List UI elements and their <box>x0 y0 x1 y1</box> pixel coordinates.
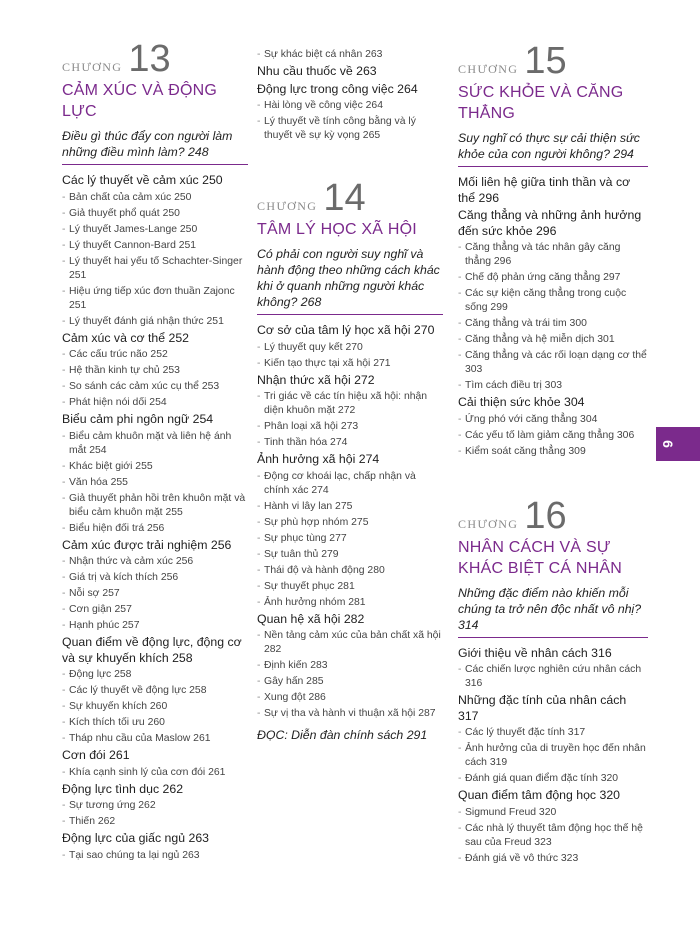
chapter-label: CHƯƠNG <box>458 62 519 76</box>
toc-subsection-entry: - Định kiến 283 <box>257 659 443 673</box>
chapter-label: CHƯƠNG <box>458 516 519 531</box>
toc-subsection-entry: - Động lực 258 <box>62 668 248 682</box>
toc-subsection-entry: - Các nhà lý thuyết tâm động học thế hệ sau của Freud 323 <box>458 822 648 850</box>
chapter-number: 16 <box>524 494 567 537</box>
toc-subsection-entry: - Sự phục tùng 277 <box>257 532 443 546</box>
chapter-16-entries <box>458 646 648 866</box>
toc-section-entry: Động lực trong công việc 264 <box>257 81 418 96</box>
toc-subsection-entry: - Hạnh phúc 257 <box>62 619 248 633</box>
toc-section-entry: Mối liên hệ giữa tinh thần và cơ thể 296 <box>458 175 631 205</box>
chapter-13-entries <box>62 173 248 863</box>
toc-subsection-entry: - Sự khuyến khích 260 <box>62 700 248 714</box>
toc-section-entry: Quan điểm tâm động học 320 <box>458 788 621 802</box>
toc-subsection-entry: - Lý thuyết James-Lange 250 <box>62 223 248 237</box>
toc-subsection-entry: - Kiểm soát căng thẳng 309 <box>458 445 648 459</box>
toc-subsection-entry: - Các lý thuyết đặc tính 317 <box>458 726 648 740</box>
toc-subsection-entry: - Tháp nhu cầu của Maslow 261 <box>62 732 248 746</box>
toc-subsection-entry: - Chế độ phản ứng căng thẳng 297 <box>458 271 648 285</box>
toc-subsection-entry: - Lý thuyết hai yếu tố Schachter-Singer 251 <box>62 255 248 283</box>
toc-section-entry: Động lực tình dục 262 <box>62 781 184 796</box>
toc-subsection-entry: - Hệ thần kinh tự chủ 253 <box>62 364 248 378</box>
toc-section-entry: Giới thiệu về nhân cách 316 <box>458 645 612 660</box>
toc-subsection-entry: - Kích thích tối ưu 260 <box>62 716 248 730</box>
toc-subsection-entry: - Đánh giá quan điểm đặc tính 320 <box>458 772 648 786</box>
toc-subsection-entry: - Lý thuyết đánh giá nhận thức 251 <box>62 315 248 329</box>
toc-subsection-entry: - Gây hấn 285 <box>257 675 443 689</box>
toc-subsection-entry: - Cơn giận 257 <box>62 603 248 617</box>
toc-subsection-entry: - Các sự kiện căng thẳng trong cuộc sống 299 <box>458 287 648 315</box>
toc-subsection-entry: - Căng thẳng và hệ miễn dịch 301 <box>458 333 648 347</box>
toc-subsection-entry: - Sự khác biệt cá nhân 263 <box>257 48 443 62</box>
chapter-16-title: NHÂN CÁCH VÀ SỰ KHÁC BIỆT CÁ NHÂN <box>458 538 623 577</box>
chapter-label: CHƯƠNG <box>257 199 318 213</box>
toc-subsection-entry: - Tại sao chúng ta lại ngủ 263 <box>62 849 248 863</box>
toc-subsection-entry: - Các chiến lược nghiên cứu nhân cách 316 <box>458 663 648 691</box>
toc-subsection-entry: - Thái độ và hành động 280 <box>257 564 443 578</box>
toc-section-entry: Động lực của giấc ngủ 263 <box>62 831 210 845</box>
toc-subsection-entry: - Giả thuyết phản hồi trên khuôn mặt và biểu cảm khuôn mặt 255 <box>62 492 248 520</box>
toc-subsection-entry: - Hài lòng về công việc 264 <box>257 99 443 113</box>
toc-subsection-entry: - Xung đột 286 <box>257 691 443 705</box>
chapter-number: 14 <box>323 177 366 219</box>
toc-subsection-entry: - Tinh thần hóa 274 <box>257 436 443 450</box>
toc-subsection-entry: - Ảnh hưởng của di truyền học đến nhân cách 319 <box>458 742 648 770</box>
column-right <box>458 40 648 868</box>
toc-subsection-entry: - Nhận thức và cảm xúc 256 <box>62 555 248 569</box>
toc-subsection-entry: - Tri giác về các tín hiệu xã hội: nhận diện khuôn mặt 272 <box>257 390 443 418</box>
toc-subsection-entry: - Phát hiện nói dối 254 <box>62 396 248 410</box>
toc-subsection-entry: - Sự vị tha và hành vi thuận xã hội 287 <box>257 707 443 721</box>
toc-subsection-entry: - Sigmund Freud 320 <box>458 806 648 820</box>
chapter-15-entries <box>458 175 648 459</box>
chapter-number: 13 <box>128 38 171 80</box>
toc-section-entry: Nhận thức xã hội 272 <box>257 372 375 387</box>
toc-subsection-entry: - So sánh các cảm xúc cụ thể 253 <box>62 380 248 394</box>
toc-subsection-entry: - Khía cạnh sinh lý của cơn đói 261 <box>62 766 248 780</box>
toc-section-entry: Quan điểm về động lực, động cơ và sự khuyến khích 258 <box>62 635 242 665</box>
chapter-label: CHƯƠNG <box>62 60 123 74</box>
toc-subsection-entry: - Đánh giá về vô thức 323 <box>458 852 648 866</box>
toc-subsection-entry: - Bản chất của cảm xúc 250 <box>62 191 248 205</box>
toc-section-entry: Cảm xúc được trải nghiệm 256 <box>62 537 232 552</box>
toc-subsection-entry: - Thiến 262 <box>62 815 248 829</box>
toc-subsection-entry: - Sự phù hợp nhóm 275 <box>257 516 443 530</box>
toc-subsection-entry: - Lý thuyết Cannon-Bard 251 <box>62 239 248 253</box>
toc-section-entry: Những đặc tính của nhân cách 317 <box>458 693 627 723</box>
toc-subsection-entry: - Động cơ khoái lạc, chấp nhận và chính xác 274 <box>257 470 443 498</box>
toc-subsection-entry: - Giả thuyết phổ quát 250 <box>62 207 248 221</box>
toc-subsection-entry: - Lý thuyết quy kết 270 <box>257 341 443 355</box>
toc-subsection-entry: - Hiệu ứng tiếp xúc đơn thuần Zajonc 251 <box>62 285 248 313</box>
chapter-15-heading <box>458 40 648 82</box>
chapter-14-title: TÂM LÝ HỌC XÃ HỘI <box>257 221 417 238</box>
chapter-14-heading <box>257 177 443 219</box>
toc-subsection-entry: - Giá trị và kích thích 256 <box>62 571 248 585</box>
toc-subsection-entry: - Sự tương ứng 262 <box>62 799 248 813</box>
toc-subsection-entry: - Lý thuyết về tính công bằng và lý thuyết về sự kỳ vọng 265 <box>257 115 443 143</box>
toc-section-entry: Cơn đói 261 <box>62 748 130 762</box>
chapter-13-continued-entries <box>257 48 443 143</box>
chapter-15-title: SỨC KHỎE VÀ CĂNG THẲNG <box>458 84 624 122</box>
toc-subsection-entry: - Căng thẳng và trái tim 300 <box>458 317 648 331</box>
chapter-number: 15 <box>524 40 567 82</box>
toc-subsection-entry: - Kiến tạo thực tại xã hội 271 <box>257 357 443 371</box>
toc-subsection-entry: - Căng thẳng và tác nhân gây căng thẳng 296 <box>458 241 648 269</box>
toc-section-entry: Cảm xúc và cơ thể 252 <box>62 330 189 345</box>
toc-subsection-entry: - Biểu hiện đối trá 256 <box>62 522 248 536</box>
toc-subsection-entry: - Nỗi sợ 257 <box>62 587 248 601</box>
toc-subsection-entry: - Các yếu tố làm giảm căng thẳng 306 <box>458 429 648 443</box>
toc-subsection-entry: - Nền tảng cảm xúc của bản chất xã hội 282 <box>257 629 443 657</box>
toc-subsection-entry: - Tìm cách điều trị 303 <box>458 379 648 393</box>
section-tab-label: 6 <box>659 440 676 448</box>
chapter-15-question: Suy nghĩ có thực sự cải thiện sức khỏe của con người không? 294 <box>458 130 648 167</box>
toc-section-entry: Cơ sở của tâm lý học xã hội 270 <box>257 323 435 337</box>
toc-subsection-entry: - Phân loại xã hội 273 <box>257 420 443 434</box>
toc-section-entry: Các lý thuyết về cảm xúc 250 <box>62 173 223 187</box>
chapter-16-heading <box>458 494 648 537</box>
toc-section-entry: Cải thiện sức khỏe 304 <box>458 395 585 409</box>
toc-subsection-entry: - Hành vi lây lan 275 <box>257 500 443 514</box>
toc-section-entry: Ảnh hưởng xã hội 274 <box>257 452 380 466</box>
toc-subsection-entry: - Khác biệt giới 255 <box>62 460 248 474</box>
section-tab <box>656 427 700 461</box>
column-middle <box>257 48 443 755</box>
chapter-14-reading: ĐỌC: Diễn đàn chính sách 291 <box>257 728 428 742</box>
chapter-13-title: CẢM XÚC VÀ ĐỘNG LỰC <box>62 82 218 120</box>
toc-section-entry: Căng thẳng và những ảnh hưởng đến sức khỏe 296 <box>458 208 642 238</box>
toc-subsection-entry: - Ứng phó với căng thẳng 304 <box>458 413 648 427</box>
toc-subsection-entry: - Sự thuyết phục 281 <box>257 580 443 594</box>
toc-subsection-entry: - Căng thẳng và các rối loạn dạng cơ thể 303 <box>458 349 648 377</box>
toc-section-entry: Nhu cầu thuốc về 263 <box>257 64 377 78</box>
chapter-16-question: Những đặc điểm nào khiến mỗi chúng ta trở nên độc nhất vô nhị? 314 <box>458 585 648 638</box>
chapter-13-question: Điều gì thúc đẩy con người làm những điều mình làm? 248 <box>62 128 248 165</box>
column-left <box>62 38 248 865</box>
toc-section-entry: Quan hệ xã hội 282 <box>257 611 365 626</box>
chapter-13-heading <box>62 38 248 80</box>
toc-subsection-entry: - Ảnh hưởng nhóm 281 <box>257 596 443 610</box>
toc-section-entry: Biểu cảm phi ngôn ngữ 254 <box>62 412 214 426</box>
toc-subsection-entry: - Sự tuân thủ 279 <box>257 548 443 562</box>
toc-subsection-entry: - Các lý thuyết về động lực 258 <box>62 684 248 698</box>
chapter-14-question: Có phải con người suy nghĩ và hành động theo những cách khác khi ở quanh những người khác không? 268 <box>257 246 443 315</box>
toc-subsection-entry: - Biểu cảm khuôn mặt và liên hệ ánh mắt 254 <box>62 430 248 458</box>
toc-subsection-entry: - Văn hóa 255 <box>62 476 248 490</box>
toc-subsection-entry: - Các cấu trúc não 252 <box>62 348 248 362</box>
chapter-14-entries <box>257 323 443 721</box>
